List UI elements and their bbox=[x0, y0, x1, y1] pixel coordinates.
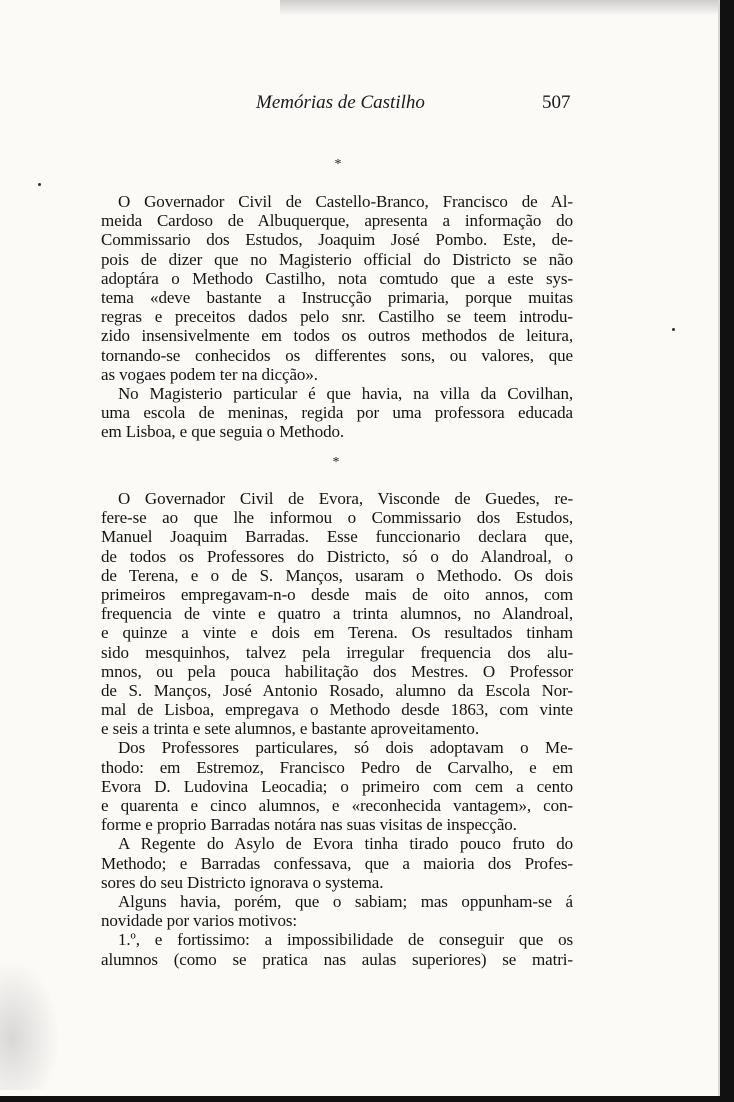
text-line: adoptára o Methodo Castilho, nota comtudo que a este sys- bbox=[101, 268, 573, 288]
text-line: pois de dizer que no Magisterio official do Districto se não bbox=[101, 249, 573, 269]
section-separator: * bbox=[332, 455, 340, 470]
text-line: de Terena, e o de S. Manços, usaram o Methodo. Os dois bbox=[101, 565, 573, 585]
text-line: em Lisboa, e que seguia o Methodo. bbox=[101, 422, 345, 442]
text-line: mal de Lisboa, empregava o Methodo desde 1863, com vinte bbox=[101, 700, 573, 720]
text-line: uma escola de meninas, regida por uma professora educada bbox=[101, 403, 573, 423]
page-number: 507 bbox=[542, 92, 571, 113]
text-line: e seis a trinta e sete alumnos, e bastante aproveitamento. bbox=[101, 719, 479, 739]
scan-border-bottom bbox=[0, 1096, 734, 1102]
text-line: e quarenta e cinco alumnos, e «reconhecida vantagem», con- bbox=[101, 796, 573, 815]
text-line: Manuel Joaquim Barradas. Esse funccionario declara que, bbox=[101, 527, 573, 547]
text-line: sido mesquinhos, talvez pela irregular frequencia dos alu- bbox=[101, 642, 573, 662]
section-evora bbox=[101, 489, 573, 969]
text-line: O Governador Civil de Castello-Branco, Francisco de Al- bbox=[118, 192, 573, 211]
text-line: Alguns havia, porém, que o sabiam; mas oppunham-se á bbox=[118, 891, 573, 911]
text-line: O Governador Civil de Evora, Visconde de Guedes, re- bbox=[118, 489, 573, 508]
speck bbox=[672, 328, 675, 331]
speck bbox=[38, 183, 41, 186]
text-line: tornando-se conhecidos os differentes sons, ou valores, que bbox=[101, 345, 573, 365]
text-line: sores do seu Districto ignorava o systema. bbox=[101, 872, 384, 892]
text-line: regras e preceitos dados pelo snr. Castilho se teem introdu- bbox=[101, 307, 573, 327]
page-header bbox=[0, 92, 734, 122]
text-line: No Magisterio particular é que havia, na villa da Covilhan, bbox=[118, 383, 573, 403]
text-line: mnos, ou pela pouca habilitação dos Mestres. O Professor bbox=[101, 661, 573, 681]
text-line: zido insensivelmente em todos os outros methodos de leitura, bbox=[101, 326, 573, 346]
text-line: A Regente do Asylo de Evora tinha tirado pouco fruto do bbox=[118, 834, 573, 854]
text-line: as vogaes podem ter na dicção». bbox=[101, 364, 318, 384]
scan-border-right bbox=[720, 0, 734, 1102]
text-line: Commissario dos Estudos, Joaquim José Pombo. Este, de- bbox=[101, 230, 573, 250]
text-line: 1.º, e fortissimo: a impossibilidade de conseguir que os bbox=[118, 930, 573, 950]
text-line: fere-se ao que lhe informou o Commissario dos Estudos, bbox=[101, 508, 573, 528]
text-line: meida Cardoso de Albuquerque, apresenta a informação do bbox=[101, 211, 573, 231]
running-title: Memórias de Castilho bbox=[256, 92, 425, 113]
text-line: novidade por varios motivos: bbox=[101, 911, 297, 931]
text-line: Methodo; e Barradas confessava, que a maioria dos Profes- bbox=[101, 853, 573, 873]
text-line: de todos os Professores do Districto, só o do Alandroal, o bbox=[101, 546, 573, 566]
section-separator: * bbox=[334, 157, 342, 172]
scan-shadow bbox=[280, 0, 720, 16]
text-line: Dos Professores particulares, só dois adoptavam o Me- bbox=[118, 738, 573, 758]
text-line: frequencia de vinte e quatro a trinta alumnos, no Alandroal, bbox=[101, 604, 573, 624]
text-line: e quinze a vinte e dois em Terena. Os resultados tinham bbox=[101, 623, 573, 643]
section-castello-branco bbox=[101, 192, 573, 441]
text-line: forme e proprio Barradas notára nas suas visitas de inspecção. bbox=[101, 815, 517, 835]
scan-smudge bbox=[0, 960, 60, 1090]
text-line: tema «deve bastante a Instrucção primaria, porque muitas bbox=[101, 287, 573, 307]
text-line: de S. Manços, José Antonio Rosado, alumno da Escola Nor- bbox=[101, 680, 573, 700]
text-line: Evora D. Ludovina Leocadia; o primeiro com cem a cento bbox=[101, 776, 573, 796]
text-line: alumnos (como se pratica nas aulas superiores) se matri- bbox=[101, 949, 573, 969]
text-line: thodo: em Estremoz, Francisco Pedro de Carvalho, e em bbox=[101, 757, 573, 777]
text-line: primeiros empregavam-n-o desde mais de oito annos, com bbox=[101, 584, 573, 604]
